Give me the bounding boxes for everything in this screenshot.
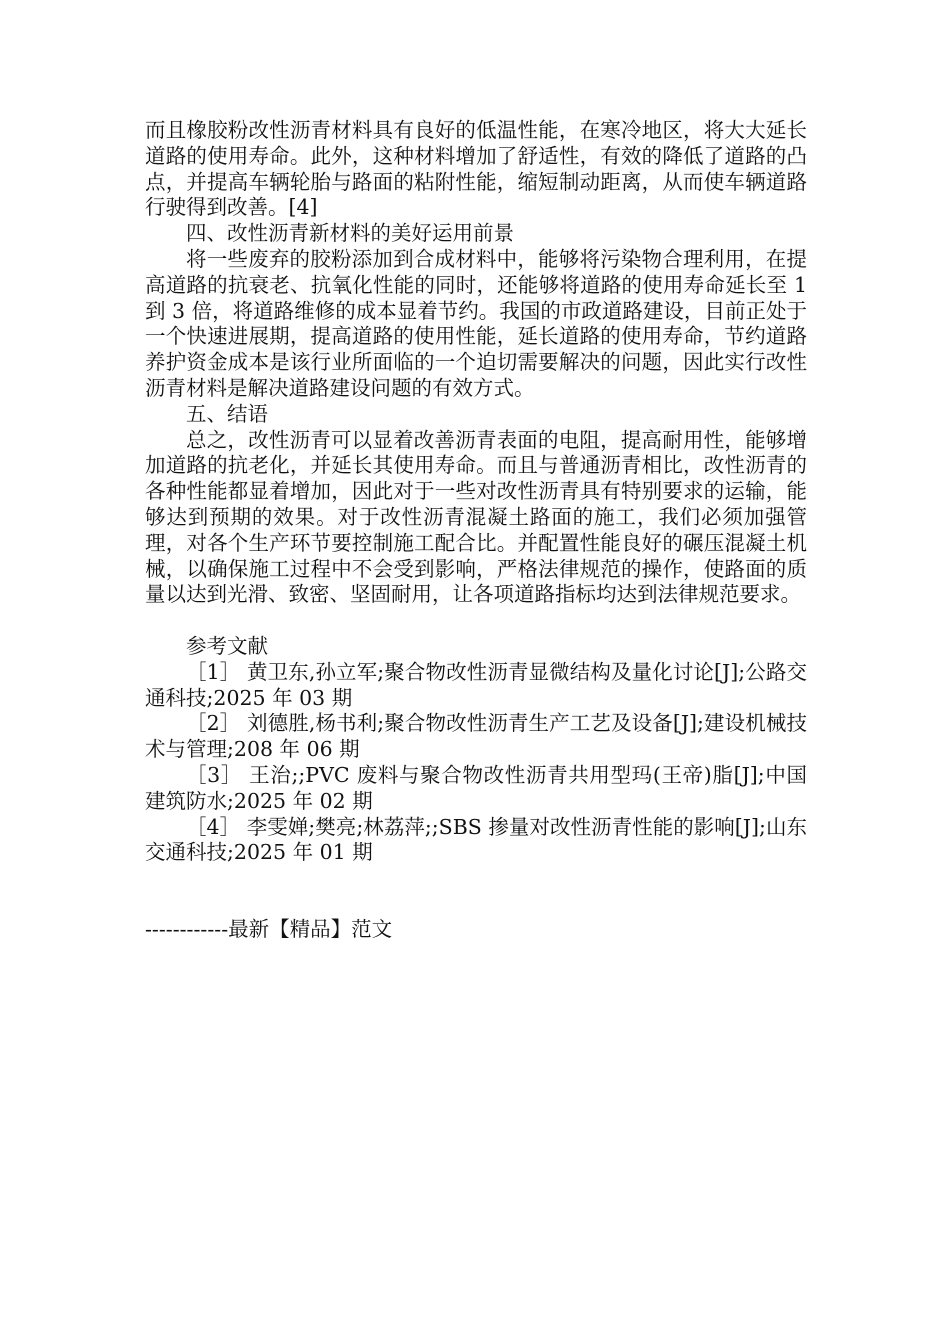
blank-space [145, 866, 807, 917]
body-paragraph-1: 而且橡胶粉改性沥青材料具有良好的低温性能，在寒冷地区，将大大延长道路的使用寿命。此外，这种材料增加了舒适性，有效的降低了道路的凸点，并提高车辆轮胎与路面的粘附性能，缩短制动距离，从而使车辆道路行驶得到改善。[4] [145, 118, 807, 220]
blank-line [145, 608, 807, 634]
references-heading: 参考文献 [186, 633, 268, 658]
reference-item-2: ［2］ 刘德胜,杨书利;聚合物改性沥青生产工艺及设备[J];建设机械技术与管理;208 年 06 期 [145, 711, 807, 762]
reference-item-4: ［4］ 李雯婵;樊亮;林荔萍;;SBS 掺量对改性沥青性能的影响[J];山东交通科技;2025 年 01 期 [145, 814, 807, 865]
reference-item-1: ［1］ 黄卫东,孙立军;聚合物改性沥青显微结构及量化讨论[J];公路交通科技;2025 年 03 期 [145, 659, 807, 710]
document-page [145, 118, 807, 943]
body-paragraph-3: 总之，改性沥青可以显着改善沥青表面的电阻，提高耐用性，能够增加道路的抗老化，并延长其使用寿命。而且与普通沥青相比，改性沥青的各种性能都显着增加，因此对于一些对改性沥青具有特别要求的运输，能够达到预期的效果。对于改性沥青混凝土路面的施工，我们必须加强管理，对各个生产环节要控制施工配合比。并配置性能良好的碾压混凝土机械，以确保施工过程中不会受到影响，严格法律规范的操作，使路面的质量以达到光滑、致密、坚固耐用，让各项道路指标均达到法律规范要求。 [145, 427, 807, 607]
body-paragraph-2: 将一些废弃的胶粉添加到合成材料中，能够将污染物合理利用，在提高道路的抗衰老、抗氧化性能的同时，还能够将道路的使用寿命延长至 1 到 3 倍，将道路维修的成本显着节约。我国的市政道路建设，目前正处于一个快速进展期，提高道路的使用性能，延长道路的使用寿命，节约道路养护资金成本是该行业所面临的一个迫切需要解决的问题，因此实行改性沥青材料是解决道路建设问题的有效方式。 [145, 246, 807, 400]
section-heading-4: 四、改性沥青新材料的美好运用前景 [186, 221, 514, 246]
footer-text: ------------最新【精品】范文 [145, 917, 393, 942]
section-heading-5: 五、结语 [186, 401, 268, 426]
reference-item-3: ［3］ 王治;;PVC 废料与聚合物改性沥青共用型玛(王帝)脂[J];中国建筑防水;2025 年 02 期 [145, 762, 807, 813]
